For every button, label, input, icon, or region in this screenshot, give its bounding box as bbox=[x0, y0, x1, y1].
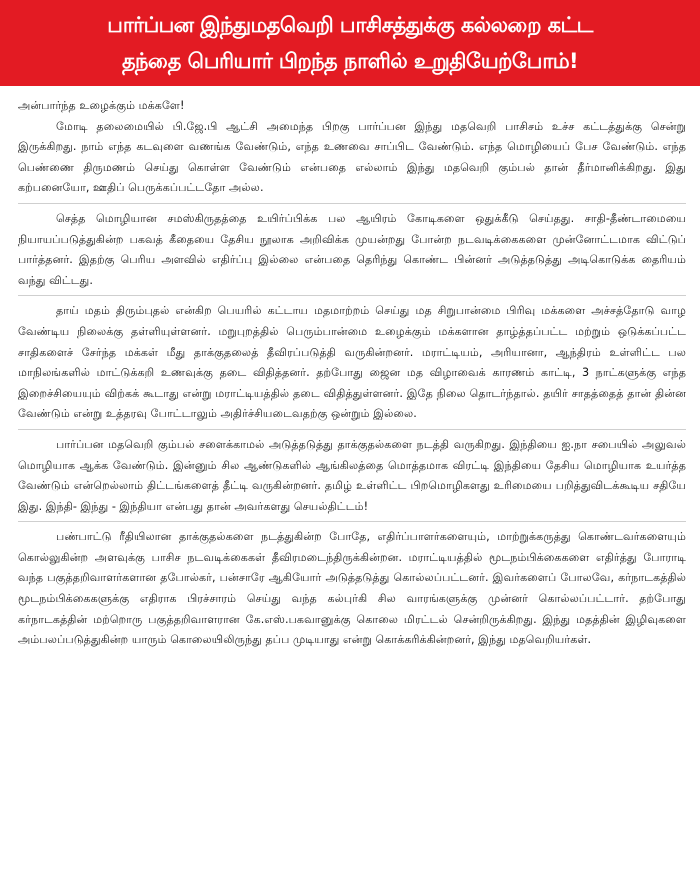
divider bbox=[18, 203, 686, 204]
leaflet-body bbox=[14, 92, 690, 892]
greeting: அன்பார்ந்த உழைக்கும் மக்களே! bbox=[18, 99, 185, 112]
divider bbox=[18, 429, 686, 430]
divider bbox=[18, 521, 686, 522]
paragraph-5: பண்பாட்டு ரீதியிலான தாக்குதல்களை நடத்துகின்ற போதே, எதிர்ப்பாளர்களையும், மாற்றுக்கருத்து கொண்டவர்களையும் கொல்லுகின்ற அளவுக்கு பாசிச நடவடிக்கைகள் தீவிரமடைந்திருக்கின்றன. மராட்டியத்தில் மூடநம்பிக்கைகளை எதிர்த்து போராடி வந்த பகுத்தறிவாளர்களான தபோல்கர், பன்சாரே ஆகியோர் அடுத்தடுத்து கொல்லப்பட்டனர். இவர்களைப் போலவே, கர்நாடகத்தில் மூடநம்பிக்கைகளுக்கு எதிராக பிரச்சாரம் செய்து வந்த கல்புர்கி சில வாரங்களுக்கு முன்னர் கொல்லப்பட்டார். தற்போது கர்நாடகத்தின் மற்றொரு பகுத்தறிவாளரான கே.எஸ்.பகவானுக்கு கொலை மிரட்டல் சென்றிருக்கிறது. இந்து மதத்தின் இழிவுகளை அம்பலப்படுத்துகின்ற யாரும் கொலையிலிருந்து தப்ப முடியாது என்று கொக்கரிக்கின்றனர், இந்து மதவெறியர்கள். bbox=[18, 530, 686, 647]
headline-banner bbox=[0, 0, 700, 86]
paragraph-2: செத்த மொழியான சமஸ்கிருதத்தை உயிர்ப்பிக்க பல ஆயிரம் கோடிகளை ஒதுக்கீடு செய்தது. சாதி-தீண்டாமையை நியாயப்படுத்துகின்ற பகவத் கீதையை தேசிய நூலாக அறிவிக்க முயன்றது போன்ற நடவடிக்கைகளை முன்னோட்டமாக விட்டுப் பார்த்தனர். இதற்கு பெரிய அளவில் எதிர்ப்பு இல்லை என்பதை தெரிந்து கொண்ட பின்னர் அடுத்தடுத்து அடிகொடுக்க தைரியம் வந்து விட்டது. bbox=[18, 211, 686, 287]
headline-line-2: தந்தை பெரியார் பிறந்த நாளில் உறுதியேற்போம்! bbox=[121, 49, 579, 73]
paragraph-4: பார்ப்பன மதவெறி கும்பல் சளைக்காமல் அடுத்தடுத்து தாக்குதல்களை நடத்தி வருகிறது. இந்தியை ஐ.நா சபையில் அலுவல் மொழியாக ஆக்க வேண்டும். இன்னும் சில ஆண்டுகளில் ஆங்கிலத்தை மொத்தமாக விரட்டி இந்தியை தேசிய மொழியாக உயர்த்த வேண்டும் என்றெல்லாம் திட்டங்களைத் தீட்டி வருகின்றனர். தமிழ் உள்ளிட்ட பிறமொழிகளது உரிமையை பறித்துவிடக்கூடிய சதியே இது. இந்தி- இந்து - இந்தியா என்பது தான் அவர்களது செயல்திட்டம்! bbox=[18, 437, 686, 513]
divider bbox=[18, 295, 686, 296]
headline-line-1: பார்ப்பன இந்துமதவெறி பாசிசத்துக்கு கல்லறை கட்ட bbox=[107, 13, 593, 37]
paragraph-3: தாய் மதம் திரும்புதல் என்கிற பெயரில் கட்டாய மதமாற்றம் செய்து மத சிறுபான்மை பிரிவு மக்களை அச்சத்தோடு வாழ வேண்டிய நிலைக்கு தள்ளியுள்ளனர். மறுபுறத்தில் பெரும்பான்மை உழைக்கும் மக்களான தாழ்த்தப்பட்ட மற்றும் ஒடுக்கப்பட்ட சாதிகளைச் சேர்ந்த மக்கள் மீது தாக்குதலைத் தீவிரப்படுத்தி வருகின்றனர். மராட்டியம், அரியானா, ஆந்திரம் உள்ளிட்ட பல மாநிலங்களில் மாட்டுக்கறி உணவுக்கு தடை விதித்தனர். தற்போது ஜைன மத விழாவைக் காரணம் காட்டி, 3 நாட்களுக்கு எந்த இறைச்சியையும் விற்கக் கூடாது என்று மராட்டியத்தில் தடை விதித்துள்ளனர். இதே நிலை தொடர்ந்தால். தயிர் சாதத்தைத் தான் தின்ன வேண்டும் என்று உத்தரவு போட்டாலும் அதிர்ச்சியடைவதற்கு ஒன்றும் இல்லை. bbox=[18, 304, 686, 421]
paragraph-1: மோடி தலைமையில் பி.ஜே.பி ஆட்சி அமைந்த பிறகு பார்ப்பன இந்து மதவெறி பாசிசம் உச்ச கட்டத்துக்கு சென்று இருக்கிறது. நாம் எந்த கடவுளை வணங்க வேண்டும், எந்த உணவை சாப்பிட வேண்டும். எந்த மொழியைப் பேச வேண்டும். எந்த பெண்ணை திருமணம் செய்து கொள்ள வேண்டும் என்பதை எல்லாம் இந்து மதவெறி கும்பல் தான் தீர்மானிக்கிறது. இது கற்பனையோ, ஊதிப் பெருக்கப்பட்டதோ அல்ல. bbox=[18, 119, 686, 195]
